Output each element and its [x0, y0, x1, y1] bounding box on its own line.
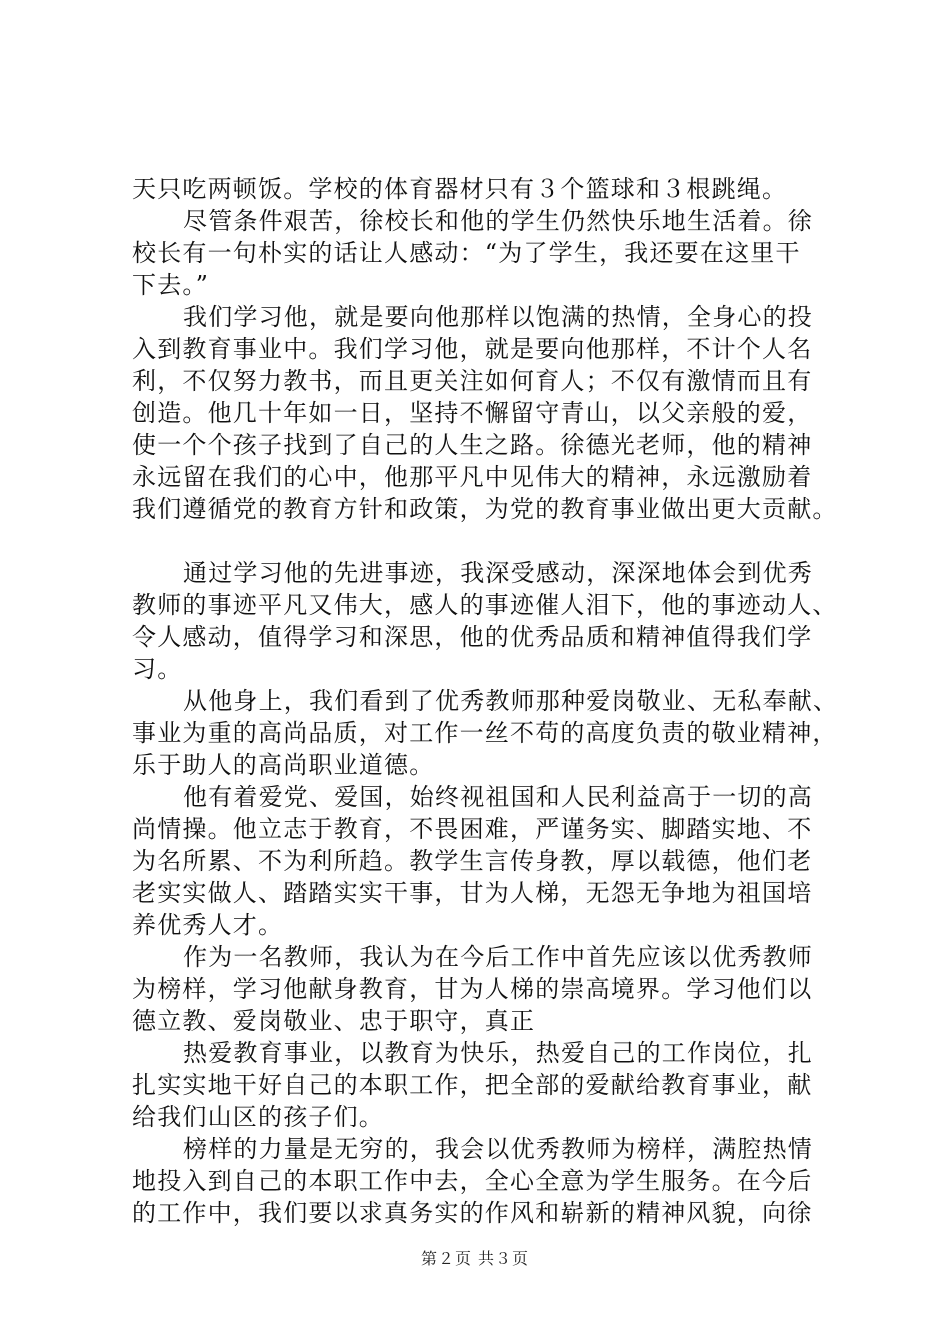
paragraph-start: 他有着爱党、爱国，始终视祖国和人民利益高于一切的高	[183, 783, 813, 811]
text-line: 永远留在我们的心中，他那平凡中见伟大的精神，永远激励着	[132, 463, 813, 491]
text-line: 令人感动，值得学习和深思，他的优秀品质和精神值得我们学	[132, 623, 813, 651]
text-line: 天只吃两顿饭。学校的体育器材只有３个篮球和３根跳绳。	[132, 175, 788, 203]
page-number-footer: 第２页 共３页	[420, 1249, 530, 1268]
paragraph-start: 从他身上，我们看到了优秀教师那种爱岗敬业、无私奉献、	[183, 687, 839, 715]
text-line: 利，不仅努力教书，而且更关注如何育人；不仅有激情而且有	[132, 367, 813, 395]
text-line: 入到教育事业中。我们学习他，就是要向他那样，不计个人名	[132, 335, 813, 363]
paragraph-start: 榜样的力量是无穷的，我会以优秀教师为榜样，满腔热情	[183, 1135, 813, 1163]
paragraph-start: 作为一名教师，我认为在今后工作中首先应该以优秀教师	[183, 943, 813, 971]
text-line: 教师的事迹平凡又伟大，感人的事迹催人泪下，他的事迹动人、	[132, 591, 838, 619]
text-line: 习。	[132, 655, 183, 683]
text-line: 事业为重的高尚品质，对工作一丝不苟的高度负责的敬业精神，	[132, 719, 838, 747]
text-line: 为名所累、不为利所趋。教学生言传身教，厚以载德，他们老	[132, 847, 813, 875]
text-line: 德立教、爱岗敬业、忠于职守，真正	[132, 1007, 536, 1035]
text-line: 扎实实地干好自己的本职工作，把全部的爱献给教育事业，献	[132, 1071, 813, 1099]
paragraph-start: 通过学习他的先进事迹，我深受感动，深深地体会到优秀	[183, 559, 813, 587]
text-line: 老实实做人、踏踏实实干事，甘为人梯，无怨无争地为祖国培	[132, 879, 813, 907]
text-line: 尚情操。他立志于教育，不畏困难，严谨务实、脚踏实地、不	[132, 815, 813, 843]
text-line: 地投入到自己的本职工作中去，全心全意为学生服务。在今后	[132, 1167, 813, 1195]
text-line: 下去。”	[132, 271, 210, 299]
paragraph-start: 热爱教育事业，以教育为快乐，热爱自己的工作岗位，扎	[183, 1039, 813, 1067]
text-line: 我们遵循党的教育方针和政策，为党的教育事业做出更大贡献。	[132, 495, 838, 523]
paragraph-start: 尽管条件艰苦，徐校长和他的学生仍然快乐地生活着。徐	[183, 207, 813, 235]
text-line: 使一个个孩子找到了自己的人生之路。徐德光老师，他的精神	[132, 431, 813, 459]
paragraph-start: 我们学习他，就是要向他那样以饱满的热情，全身心的投	[183, 303, 813, 331]
text-line: 创造。他几十年如一日，坚持不懈留守青山，以父亲般的爱，	[132, 399, 813, 427]
text-line: 养优秀人才。	[132, 911, 284, 939]
text-line: 校长有一句朴实的话让人感动：“为了学生，我还要在这里干	[132, 239, 801, 267]
text-line: 乐于助人的高尚职业道德。	[132, 751, 435, 779]
text-line: 给我们山区的孩子们。	[132, 1103, 384, 1131]
text-line: 的工作中，我们要以求真务实的作风和崭新的精神风貌，向徐	[132, 1199, 813, 1227]
text-line: 为榜样，学习他献身教育，甘为人梯的崇高境界。学习他们以	[132, 975, 813, 1003]
